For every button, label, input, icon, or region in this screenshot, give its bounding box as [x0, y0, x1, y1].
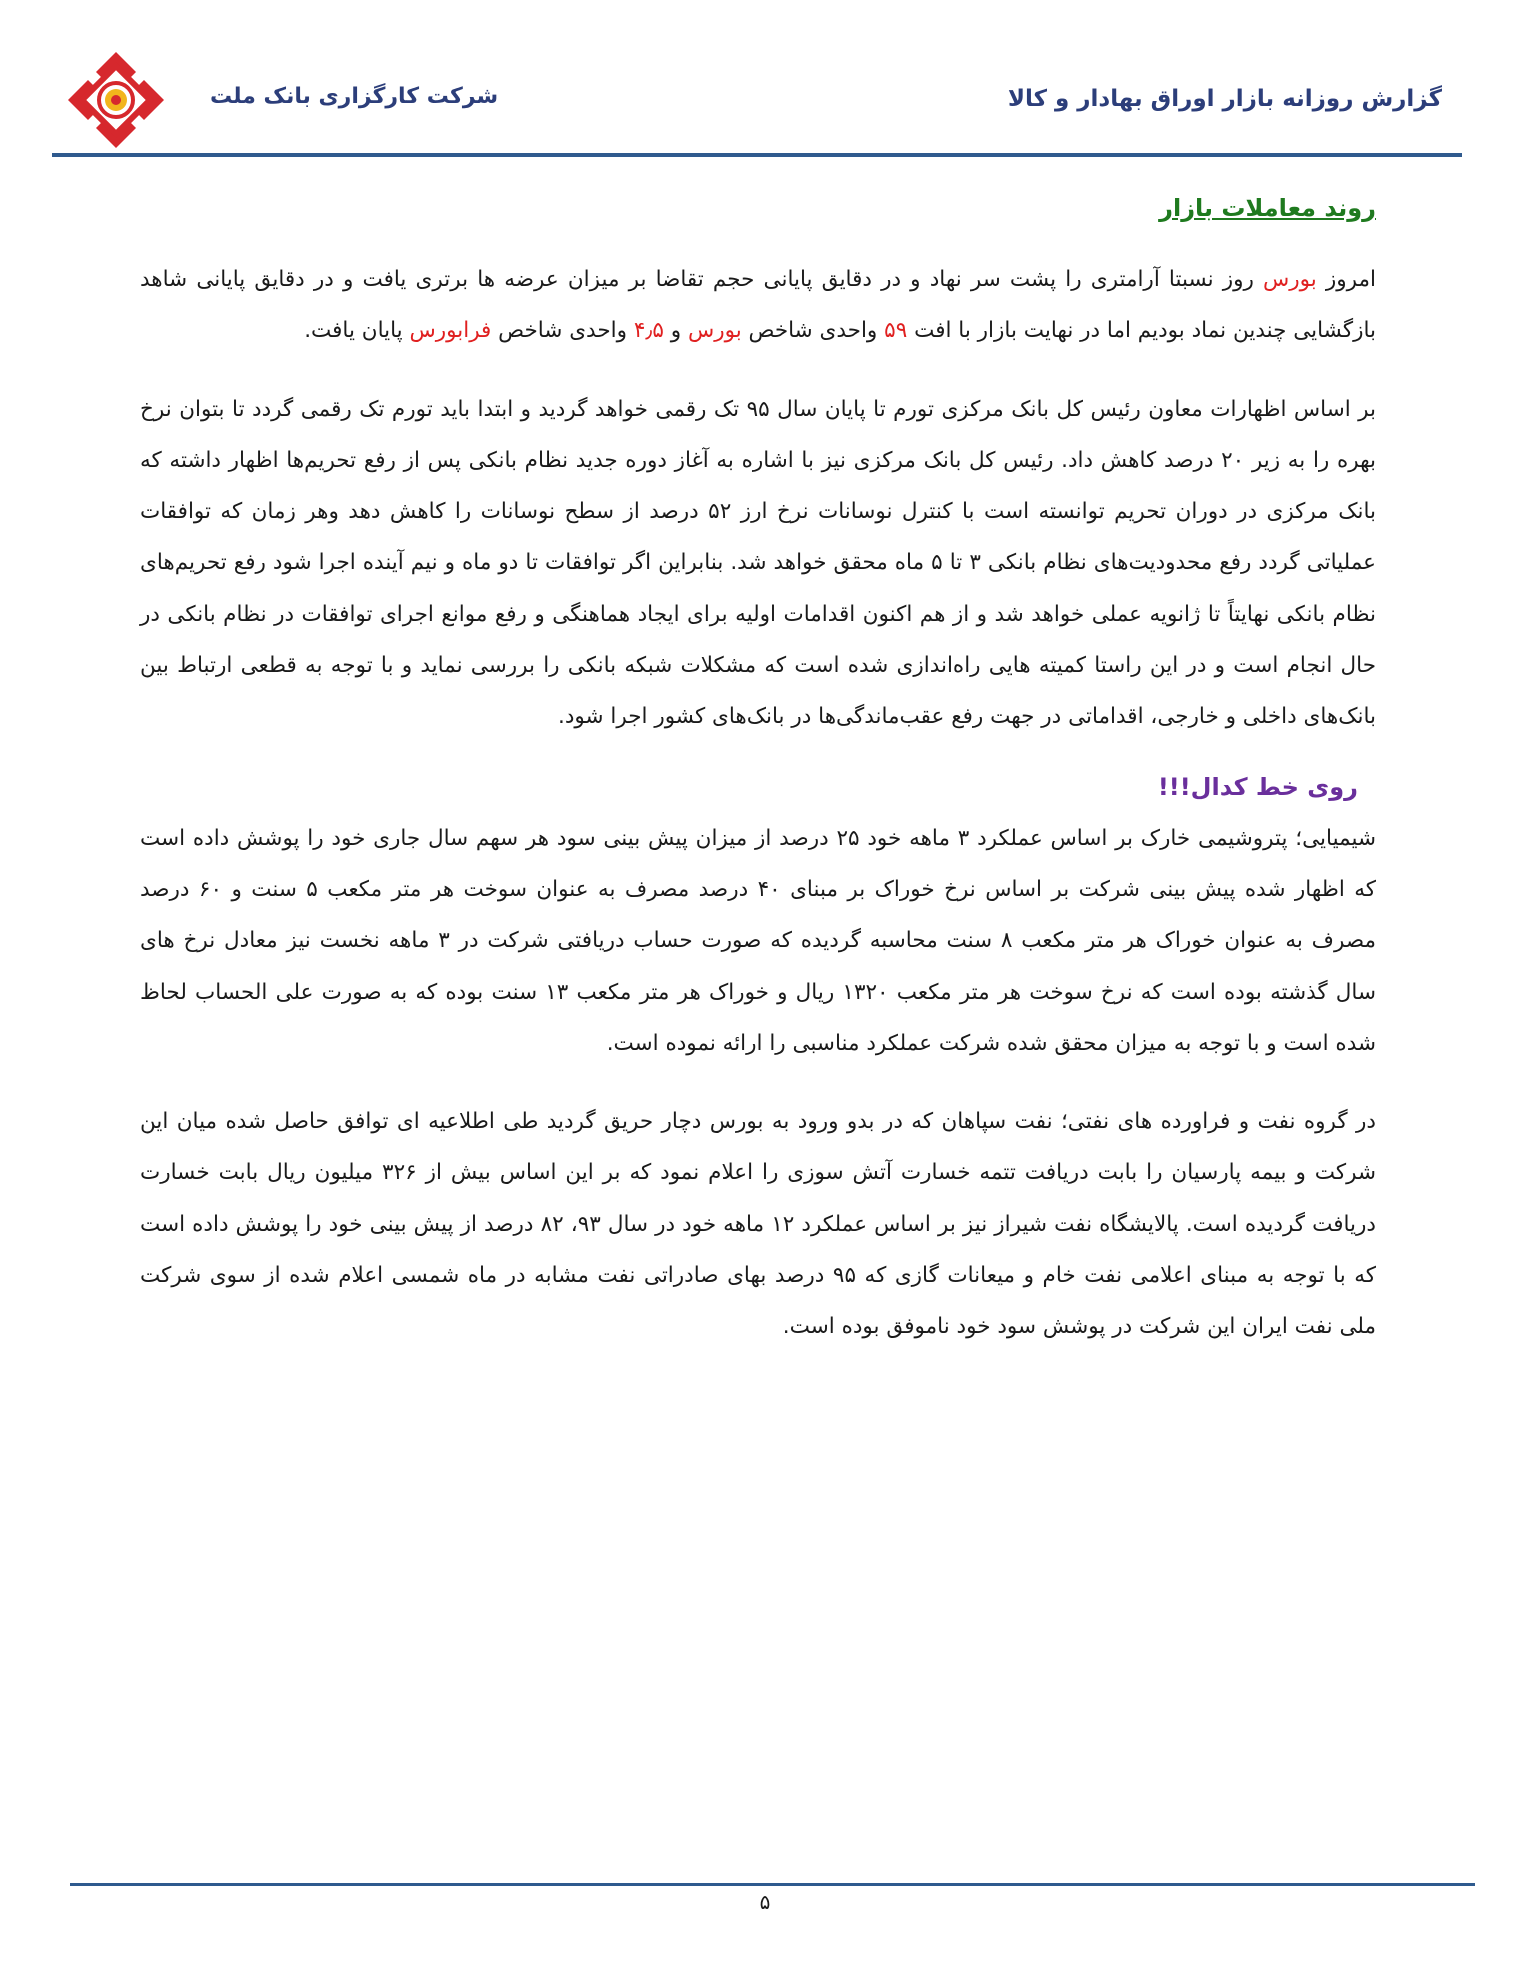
text-segment: امروز	[1316, 267, 1377, 292]
market-summary-paragraph	[140, 254, 1376, 357]
central-bank-paragraph: بر اساس اظهارات معاون رئیس کل بانک مرکزی تورم تا پایان سال ۹۵ تک رقمی خواهد گردید و ابتدا باید تورم تک رقمی گردد تا بتوان نرخ بهره را به زیر ۲۰ درصد کاهش داد. رئیس کل بانک مرکزی نیز با اشاره به آغاز دوره جدید نظام بانکی پس از رفع تحریم‌ها اظهار داشته که بانک مرکزی در دوران تحریم توانسته است با کنترل نوسانات نرخ ارز ۵۲ درصد از سطح نوسانات را کاهش دهد وهر زمان که توافقات عملیاتی گردد رفع محدودیت‌های نظام بانکی ۳ تا ۵ ماه محقق خواهد شد. بنابراین اگر توافقات تا دو ماه و نیم آینده اجرا شود رفع تحریم‌های نظام بانکی نهایتاً تا ژانویه عملی خواهد شد و از هم اکنون اقدامات اولیه برای ایجاد هماهنگی و رفع موانع اجرای توافقات در نظام بانکی در حال انجام است و در این راستا کمیته هایی راه‌اندازی شده است که مشکلات شبکه بانکی را بررسی نماید و با توجه به قطعی ارتباط بین بانک‌های داخلی و خارجی، اقداماتی در جهت رفع عقب‌ماندگی‌ها در بانک‌های کشور اجرا شود.	[140, 396, 1377, 730]
text-segment: و	[663, 318, 688, 344]
petrochemical-paragraph: شیمیایی؛ پتروشیمی خارک بر اساس عملکرد ۳ ماهه خود ۲۵ درصد از میزان پیش بینی سود هر سهم سال جاری خود را پوشش داده است که اظهار شده پیش بینی شرکت بر اساس نرخ خوراک بر مبنای ۴۰ درصد مصرف به عنوان سوخت هر متر مکعب ۵ سنت و ۶۰ درصد مصرف به عنوان خوراک هر متر مکعب ۸ سنت محاسبه گردیده که صورت حساب دریافتی شرکت در ۳ ماهه نخست نیز معادل نرخ های سال گذشته بوده است که نرخ سوخت هر متر مکعب ۱۳۲۰ ریال و خوراک هر متر مکعب ۱۳ سنت بوده که به صورت علی الحساب لحاظ شده است و با توجه به میزان محقق شده شرکت عملکرد مناسبی را ارائه نموده است.	[140, 825, 1376, 1056]
page-number: ۵	[759, 1890, 771, 1914]
report-title: گزارش روزانه بازار اوراق بهادار و کالا	[1007, 86, 1442, 112]
text-segment: روز نسبتا آرامتری را پشت سر نهاد و در دقایق پایانی حجم تقاضا بر میزان عرضه ها برتری یافت و در دقایق پایانی شاهد بازگشایی چندین نماد بودیم اما در نهایت بازار با افت	[140, 267, 1376, 344]
highlight-farabourse: فرابورس	[409, 318, 492, 344]
text-segment: پایان یافت.	[304, 318, 410, 344]
text-segment: واحدی شاخص	[741, 318, 885, 344]
highlight-farabourse-drop: ۴٫۵	[633, 318, 664, 344]
section-heading-codal: روی خط کدال!!!	[1157, 772, 1358, 801]
report-body	[140, 190, 1376, 1380]
bank-mellat-logo-icon	[66, 50, 166, 150]
footer-divider	[70, 1883, 1475, 1886]
header-divider	[52, 153, 1462, 157]
highlight-index-drop: ۵۹	[884, 318, 908, 344]
oil-group-paragraph: در گروه نفت و فراورده های نفتی؛ نفت سپاهان که در بدو ورود به بورس دچار حریق گردید طی اطلاعیه ای توافق حاصل شده میان این شرکت و بیمه پارسیان را بابت دریافت تتمه خسارت آتش سوزی را اعلام نمود که بر این اساس بیش از ۳۲۶ میلیون ریال بابت خسارت دریافت گردیده است. پالایشگاه نفت شیراز نیز بر اساس عملکرد ۱۲ ماهه خود در سال ۹۳، ۸۲ درصد از پیش بینی خود را پوشش داده است که با توجه به مبنای اعلامی نفت خام و میعانات گازی که ۹۵ درصد بهای صادراتی نفت مشابه در ماه شمسی اعلام شده از سوی شرکت ملی نفت ایران این شرکت در پوشش سود خود ناموفق بوده است.	[140, 1109, 1377, 1340]
company-name: شرکت کارگزاری بانک ملت	[210, 84, 499, 109]
section-heading-market-trend: روند معاملات بازار	[1159, 194, 1376, 222]
text-segment: واحدی شاخص	[491, 318, 634, 344]
highlight-bourse: بورس	[1263, 267, 1317, 292]
highlight-bourse: بورس	[687, 318, 742, 344]
